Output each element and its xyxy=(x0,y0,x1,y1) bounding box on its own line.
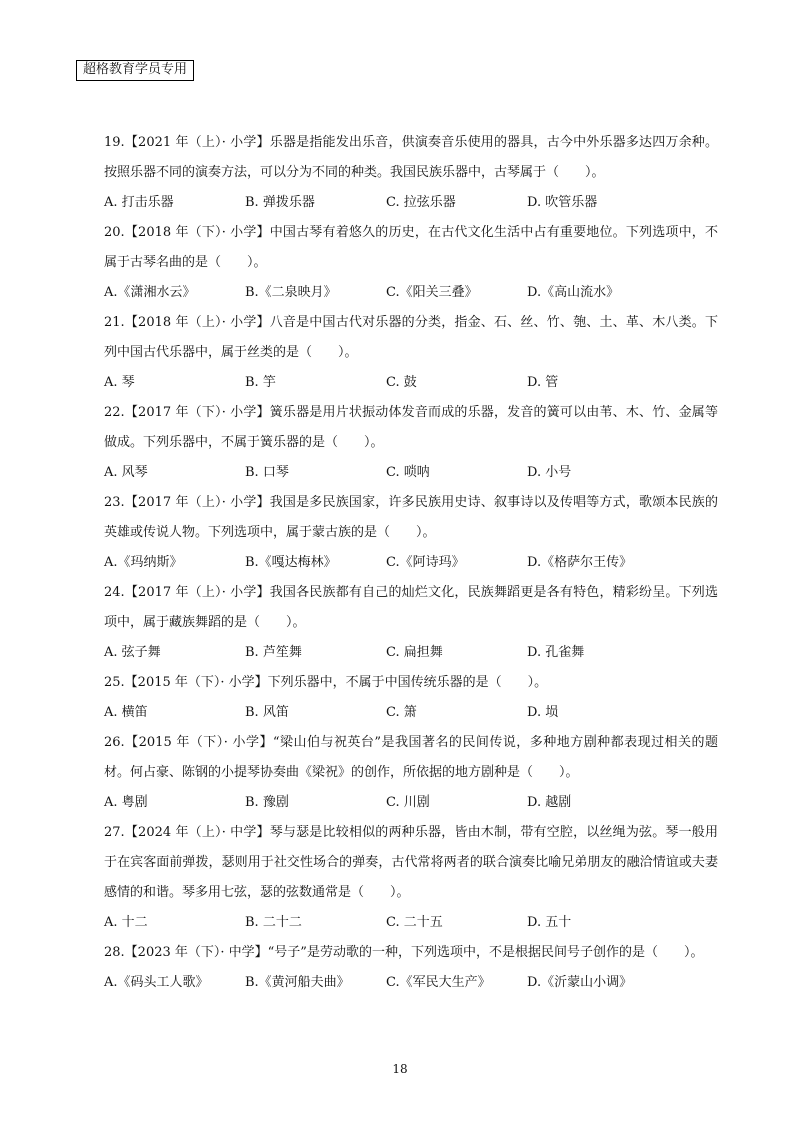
option-a: A. 十二 xyxy=(104,915,148,930)
option-row xyxy=(104,968,718,998)
option-a: A.《码头工人歌》 xyxy=(104,975,209,990)
option-b: B.《黄河船夫曲》 xyxy=(245,975,350,990)
question-list xyxy=(104,128,718,998)
option-b: B. 弹拨乐器 xyxy=(245,195,315,210)
option-row xyxy=(104,908,718,938)
option-b: B. 口琴 xyxy=(245,465,289,480)
option-row xyxy=(104,788,718,818)
option-d: D. 埙 xyxy=(527,705,559,720)
option-c: C. 鼓 xyxy=(386,375,417,390)
option-d: D. 管 xyxy=(527,375,559,390)
question-19 xyxy=(104,128,718,218)
option-b: B. 风笛 xyxy=(245,705,289,720)
question-stem: 20.【2018 年（下）· 小学】中国古琴有着悠久的历史，在古代文化生活中占有重要地位。下列选项中，不属于古琴名曲的是（ ）。 xyxy=(104,225,718,270)
option-b: B. 二十二 xyxy=(245,915,302,930)
question-stem: 27.【2024 年（上）· 中学】琴与瑟是比较相似的两种乐器，皆由木制，带有空腔，以丝绳为弦。琴一般用于在宾客面前弹拨，瑟则用于社交性场合的弹奏，古代常将两者的联合演奏比喻兄弟朋友的融洽情谊或夫妻感情的和谐。琴多用七弦，瑟的弦数通常是（ ）。 xyxy=(104,825,718,900)
option-c: C.《军民大生产》 xyxy=(386,975,491,990)
option-c: C. 扁担舞 xyxy=(386,645,443,660)
option-b: B. 竽 xyxy=(245,375,276,390)
option-c: C.《阿诗玛》 xyxy=(386,555,465,570)
question-20 xyxy=(104,218,718,308)
option-c: C. 箫 xyxy=(386,705,417,720)
option-b: B.《二泉映月》 xyxy=(245,285,337,300)
option-row xyxy=(104,458,718,488)
option-row xyxy=(104,698,718,728)
question-stem: 21.【2018 年（上）· 小学】八音是中国古代对乐器的分类，指金、石、丝、竹、匏、土、革、木八类。下列中国古代乐器中，属于丝类的是（ ）。 xyxy=(104,315,718,360)
page-number: 18 xyxy=(392,1062,408,1076)
option-row xyxy=(104,548,718,578)
option-a: A. 横笛 xyxy=(104,705,148,720)
option-a: A.《玛纳斯》 xyxy=(104,555,183,570)
question-27 xyxy=(104,818,718,938)
question-25 xyxy=(104,668,718,728)
option-b: B. 豫剧 xyxy=(245,795,289,810)
option-a: A. 琴 xyxy=(104,375,135,390)
option-b: B.《嘎达梅林》 xyxy=(245,555,337,570)
option-d: D. 越剧 xyxy=(527,795,572,810)
option-a: A.《潇湘水云》 xyxy=(104,285,196,300)
option-row xyxy=(104,278,718,308)
option-d: D. 吹管乐器 xyxy=(527,195,598,210)
question-stem: 25.【2015 年（下）· 小学】下列乐器中，不属于中国传统乐器的是（ ）。 xyxy=(104,675,548,690)
question-24 xyxy=(104,578,718,668)
question-stem: 19.【2021 年（上）· 小学】乐器是指能发出乐音，供演奏音乐使用的器具，古今中外乐器多达四万余种。按照乐器不同的演奏方法，可以分为不同的种类。我国民族乐器中，古琴属于（ ）。 xyxy=(104,135,718,180)
question-stem: 24.【2017 年（上）· 小学】我国各民族都有自己的灿烂文化，民族舞蹈更是各有特色，精彩纷呈。下列选项中，属于藏族舞蹈的是（ ）。 xyxy=(104,585,718,630)
question-stem: 28.【2023 年（下）· 中学】“号子”是劳动歌的一种，下列选项中，不是根据民间号子创作的是（ ）。 xyxy=(104,945,704,960)
question-stem: 23.【2017 年（上）· 小学】我国是多民族国家，许多民族用史诗、叙事诗以及传唱等方式，歌颂本民族的英雄或传说人物。下列选项中，属于蒙古族的是（ ）。 xyxy=(104,495,718,540)
option-d: D.《高山流水》 xyxy=(527,285,620,300)
header-label: 超格教育学员专用 xyxy=(76,60,194,81)
option-c: C. 唢呐 xyxy=(386,465,430,480)
option-d: D. 五十 xyxy=(527,915,572,930)
question-28 xyxy=(104,938,718,998)
option-b: B. 芦笙舞 xyxy=(245,645,302,660)
question-stem: 26.【2015 年（下）· 小学】“梁山伯与祝英台”是我国著名的民间传说，多种地方剧种都表现过相关的题材。何占豪、陈钢的小提琴协奏曲《梁祝》的创作，所依据的地方剧种是（ ）。 xyxy=(104,735,718,780)
option-a: A. 粤剧 xyxy=(104,795,148,810)
option-a: A. 弦子舞 xyxy=(104,645,161,660)
option-d: D. 孔雀舞 xyxy=(527,645,585,660)
option-c: C. 二十五 xyxy=(386,915,443,930)
option-d: D.《格萨尔王传》 xyxy=(527,555,633,570)
option-a: A. 打击乐器 xyxy=(104,195,174,210)
question-26 xyxy=(104,728,718,818)
option-row xyxy=(104,188,718,218)
option-row xyxy=(104,638,718,668)
option-row xyxy=(104,368,718,398)
question-22 xyxy=(104,398,718,488)
option-d: D. 小号 xyxy=(527,465,572,480)
option-c: C. 拉弦乐器 xyxy=(386,195,456,210)
question-21 xyxy=(104,308,718,398)
question-stem: 22.【2017 年（下）· 小学】簧乐器是用片状振动体发音而成的乐器，发音的簧可以由苇、木、竹、金属等做成。下列乐器中，不属于簧乐器的是（ ）。 xyxy=(104,405,718,450)
option-c: C.《阳关三叠》 xyxy=(386,285,478,300)
option-a: A. 风琴 xyxy=(104,465,148,480)
option-c: C. 川剧 xyxy=(386,795,430,810)
question-23 xyxy=(104,488,718,578)
option-d: D.《沂蒙山小调》 xyxy=(527,975,633,990)
